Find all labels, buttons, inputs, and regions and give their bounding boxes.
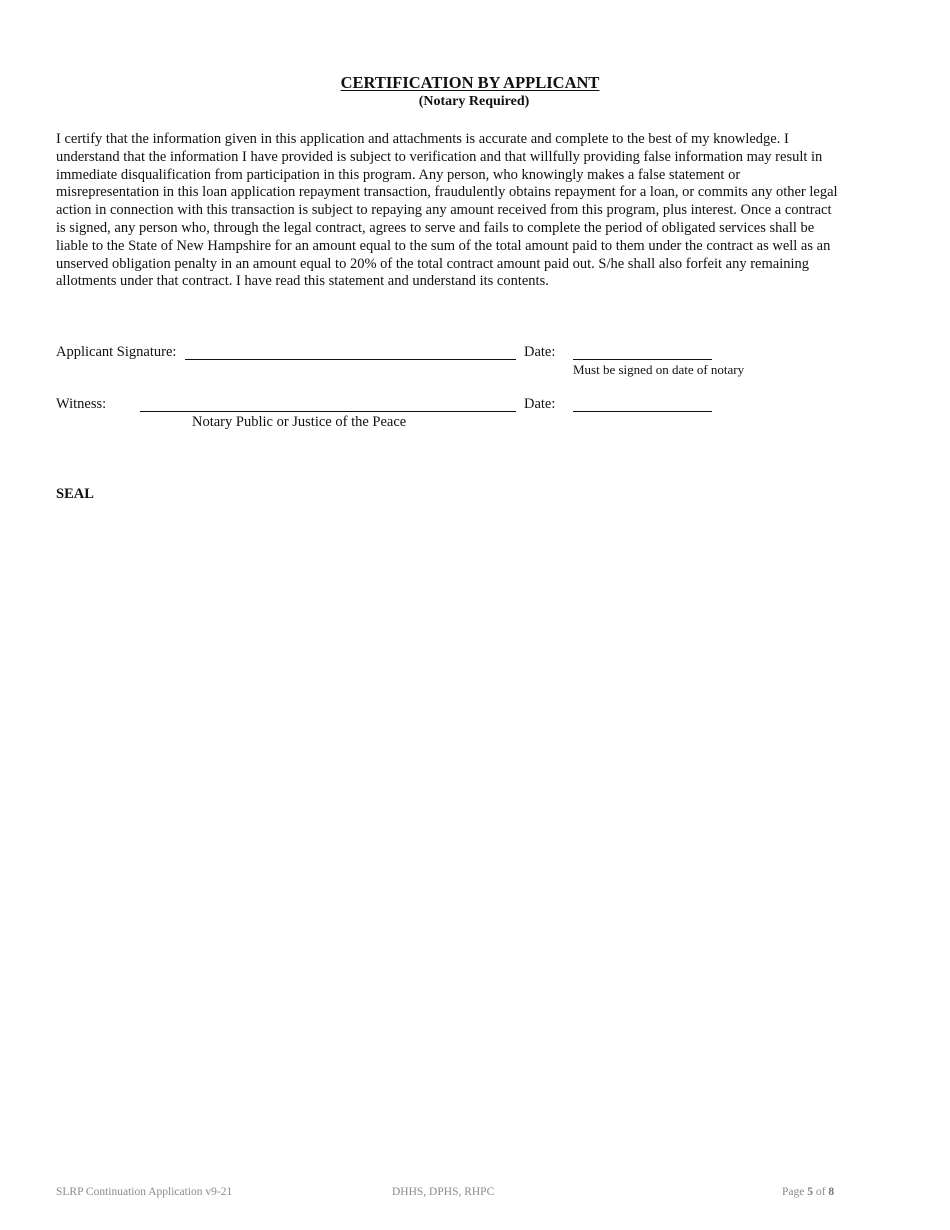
page-current: 5 xyxy=(807,1186,813,1198)
seal-label: SEAL xyxy=(56,486,94,502)
statement-line: I certify that the information given in this application and attachments is accurate and complete to the best of my knowledge. I xyxy=(56,131,789,147)
page-prefix: Page xyxy=(782,1186,805,1198)
witness-label: Witness: xyxy=(56,396,107,412)
page-total: 8 xyxy=(828,1186,835,1198)
footer-page-number xyxy=(782,1186,834,1198)
page-of: of xyxy=(815,1186,826,1198)
witness-date-line[interactable] xyxy=(573,411,712,412)
date-note: Must be signed on date of notary xyxy=(573,362,745,377)
statement-line: is signed, any person who, through the legal contract, agrees to serve and fails to complete the period of obligated services shall be xyxy=(56,219,815,236)
statement-line: liable to the State of New Hampshire for an amount equal to the sum of the total amount paid to them under the contract as well as an xyxy=(56,237,831,254)
applicant-date-line[interactable] xyxy=(573,359,712,360)
applicant-signature-line[interactable] xyxy=(185,359,516,360)
statement-line: unserved obligation penalty in an amount equal to 20% of the total contract amount paid out. S/he shall also forfeit any remaining xyxy=(56,255,810,272)
statement-line: allotments under that contract. I have read this statement and understand its contents. xyxy=(56,273,549,290)
statement-line: immediate disqualification from participation in this program. Any person, who knowingly makes a false statement or xyxy=(56,166,741,183)
footer-document-name: SLRP Continuation Application v9-21 xyxy=(56,1186,233,1198)
footer-department: DHHS, DPHS, RHPC xyxy=(392,1186,495,1198)
date-label-applicant: Date: xyxy=(524,344,556,360)
statement-line: understand that the information I have provided is subject to verification and that willfully providing false information may result in xyxy=(56,148,823,165)
witness-signature-line[interactable] xyxy=(140,411,516,412)
statement-line: misrepresentation in this loan application repayment transaction, fraudulently obtains repayment for a loan, or commits any other legal xyxy=(56,184,838,201)
certification-statement xyxy=(56,131,901,291)
page-title: CERTIFICATION BY APPLICANT xyxy=(340,73,600,92)
applicant-signature-label: Applicant Signature: xyxy=(56,344,177,360)
statement-line: action in connection with this transaction is subject to repaying any amount received from this program, plus interest. Once a contract xyxy=(56,202,832,219)
page-subtitle: (Notary Required) xyxy=(418,94,530,109)
witness-note: Notary Public or Justice of the Peace xyxy=(192,414,407,430)
date-label-witness: Date: xyxy=(524,396,556,412)
